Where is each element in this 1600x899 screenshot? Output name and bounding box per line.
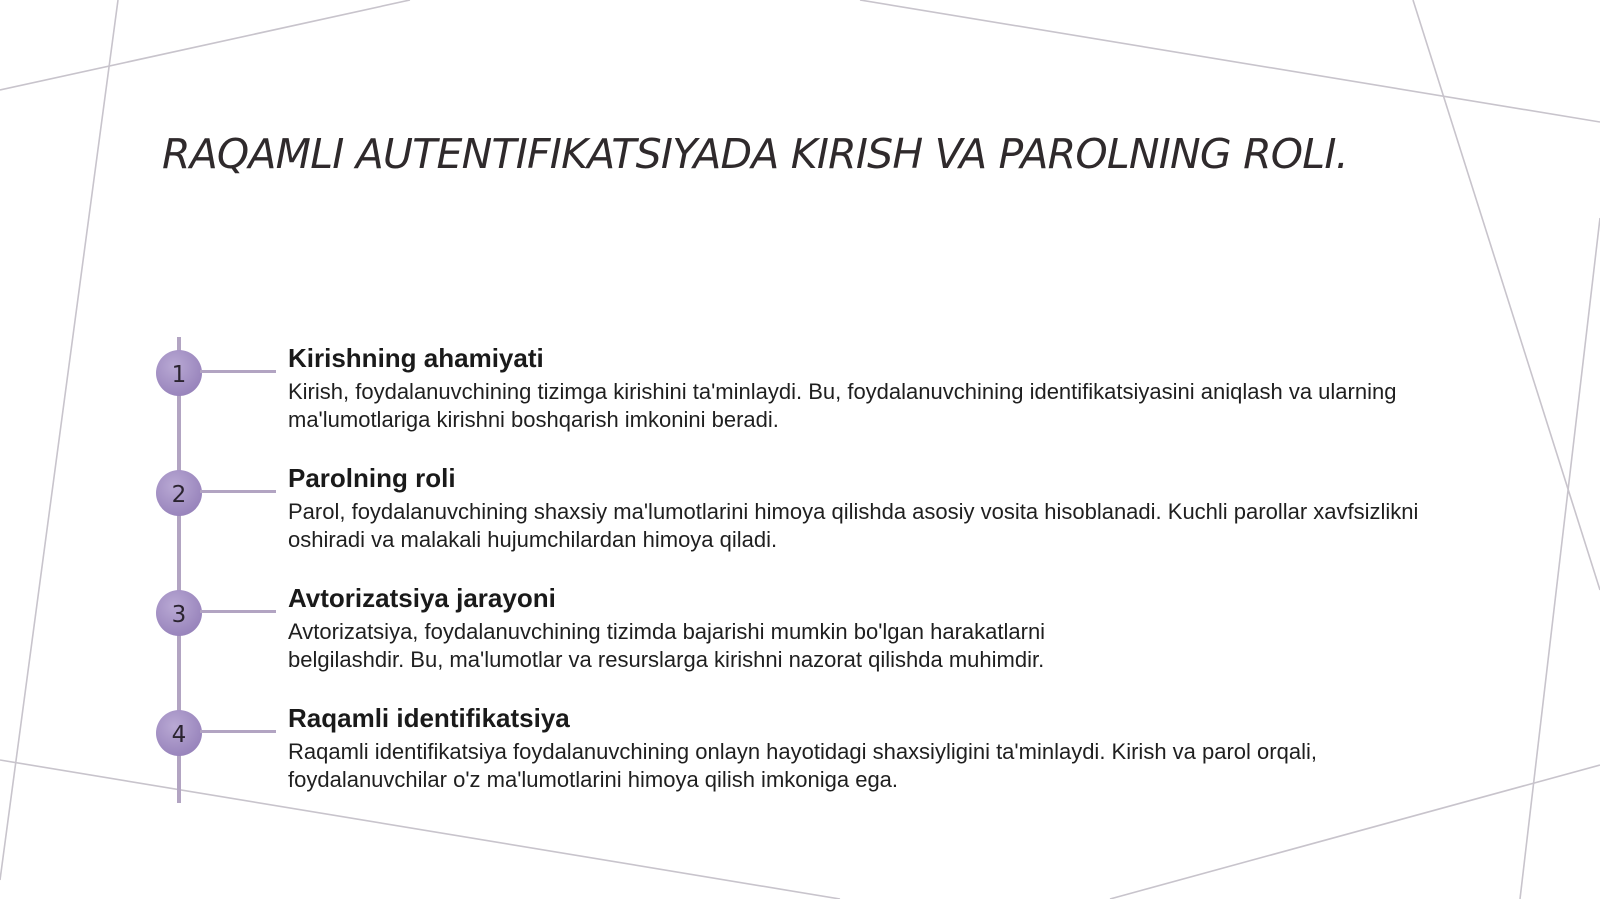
page-title: RAQAMLI AUTENTIFIKATSIYADA KIRISH VA PAROLNING ROLI. — [162, 130, 1348, 178]
step-description: Raqamli identifikatsiya foydalanuvchining onlayn hayotidagi shaxsiyligini ta'minlaydi. Kirish va parol orqali, foydalanuvchilar o'z ma'lumotlarini himoya qilish imkoniga ega. — [288, 739, 1317, 792]
step-connector — [200, 730, 276, 733]
step-number-badge: 1 — [156, 350, 202, 396]
step-connector — [200, 610, 276, 613]
step-connector — [200, 370, 276, 373]
bg-line — [0, 0, 118, 880]
step-number-badge: 2 — [156, 470, 202, 516]
bg-line — [860, 0, 1600, 122]
step-heading: Raqamli identifikatsiya — [288, 703, 570, 733]
step-number-badge: 4 — [156, 710, 202, 756]
step-description: Parol, foydalanuvchining shaxsiy ma'lumotlarini himoya qilishda asosiy vosita hisoblanadi. Kuchli parollar xavfsizlikni oshiradi va malakali hujumchilardan himoya qiladi. — [288, 499, 1419, 552]
step-description: Kirish, foydalanuvchining tizimga kirishini ta'minlaydi. Bu, foydalanuvchining identifikatsiyasini aniqlash va ularning ma'lumotlariga kirishni boshqarish imkonini beradi. — [288, 379, 1397, 432]
bg-line — [1520, 218, 1600, 899]
step-connector — [200, 490, 276, 493]
step-number-badge: 3 — [156, 590, 202, 636]
step-heading: Parolning roli — [288, 463, 456, 493]
step-heading: Avtorizatsiya jarayoni — [288, 583, 556, 613]
bg-line — [0, 0, 410, 90]
step-description: Avtorizatsiya, foydalanuvchining tizimda bajarishi mumkin bo'lgan harakatlarni belgilashdir. Bu, ma'lumotlar va resurslarga kirishni nazorat qilishda muhimdir. — [288, 619, 1046, 672]
step-heading: Kirishning ahamiyati — [288, 343, 544, 373]
